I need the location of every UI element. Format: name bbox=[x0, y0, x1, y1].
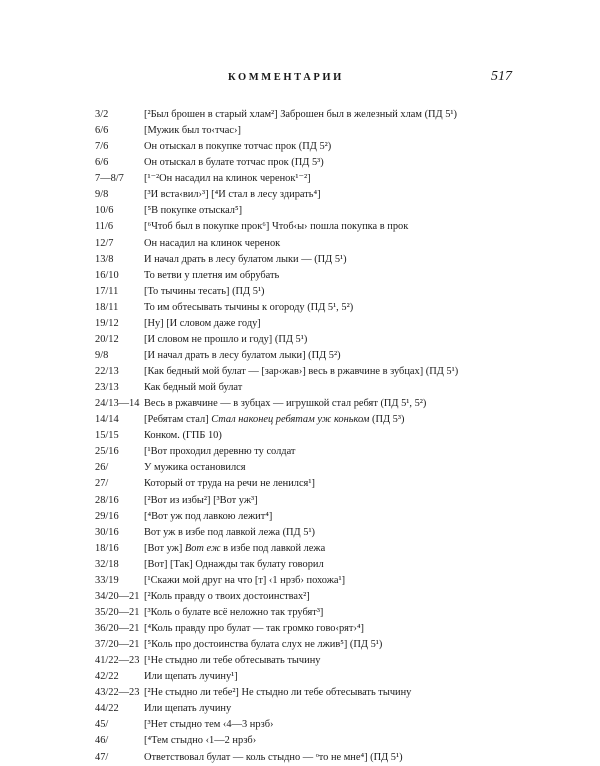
variant-text bbox=[144, 348, 525, 364]
text-segment: [³Нет стыдно тем ‹4—3 нрзб› bbox=[144, 719, 274, 731]
text-segment: [⁴Вот уж под лавкою лежит⁴] bbox=[144, 510, 273, 522]
line-reference: 35/20—21 bbox=[95, 606, 140, 618]
line-reference: 13/8 bbox=[95, 253, 114, 265]
commentary-entry bbox=[95, 621, 525, 637]
commentary-entry bbox=[95, 396, 525, 412]
text-segment: Или щепать лучину¹] bbox=[144, 671, 238, 683]
line-reference: 11/6 bbox=[95, 221, 114, 233]
variant-text bbox=[144, 717, 525, 733]
variant-text bbox=[144, 653, 525, 669]
line-reference: 12/7 bbox=[95, 237, 114, 249]
commentary-entry bbox=[95, 509, 525, 525]
text-segment: [⁵В покупке отыскал⁵] bbox=[144, 205, 243, 217]
commentary-entry bbox=[95, 268, 525, 284]
commentary-entry bbox=[95, 605, 525, 621]
commentary-entry bbox=[95, 348, 525, 364]
text-segment: Он насадил на клинок черенок bbox=[144, 237, 281, 249]
text-segment: Или щепать лучину bbox=[144, 703, 232, 715]
variant-text bbox=[144, 316, 525, 332]
text-segment: [³Коль о булате всё неложно так трубят³] bbox=[144, 606, 324, 618]
text-segment: [¹Скажи мой друг на что [т] ‹1 нрзб› похожа¹] bbox=[144, 574, 346, 586]
commentary-entry bbox=[95, 428, 525, 444]
commentary-entry bbox=[95, 284, 525, 300]
line-reference: 22/13 bbox=[95, 366, 119, 377]
text-segment: [⁶Чтоб был в покупке прок⁶] Чтоб‹ы› пошла покупка в прок bbox=[144, 221, 409, 233]
commentary-entry bbox=[95, 252, 525, 268]
variant-text bbox=[144, 444, 525, 460]
variant-text bbox=[144, 541, 525, 557]
commentary-entries bbox=[95, 107, 525, 766]
commentary-entry bbox=[95, 364, 525, 380]
line-reference: 9/8 bbox=[95, 189, 109, 201]
variant-text bbox=[144, 509, 525, 525]
commentary-entry bbox=[95, 412, 525, 428]
text-segment: Весь в ржавчине — в зубцах — игрушкой стал ребят (ПД 5¹, 5²) bbox=[144, 398, 427, 410]
variant-text bbox=[144, 685, 525, 701]
line-reference: 25/16 bbox=[95, 446, 119, 458]
line-reference: 17/11 bbox=[95, 285, 119, 297]
line-reference: 19/12 bbox=[95, 317, 119, 329]
variant-text bbox=[144, 300, 525, 316]
text-segment: в избе под лавкой лежа bbox=[220, 542, 326, 554]
variant-text bbox=[144, 637, 525, 653]
variant-text bbox=[144, 364, 525, 380]
line-reference: 15/15 bbox=[95, 430, 119, 442]
line-reference: 7—8/7 bbox=[95, 173, 124, 185]
line-reference: 36/20—21 bbox=[95, 623, 140, 634]
variant-text bbox=[144, 557, 525, 573]
commentary-entry bbox=[95, 380, 525, 396]
text-segment: [Вот] [Так] Однажды так булату говорил bbox=[144, 558, 324, 570]
line-reference: 30/16 bbox=[95, 526, 119, 538]
line-reference: 6/6 bbox=[95, 125, 109, 137]
variant-text bbox=[144, 750, 525, 766]
line-reference: 42/22 bbox=[95, 671, 119, 683]
text-segment: Вот уж в избе под лавкой лежа (ПД 5¹) bbox=[144, 526, 316, 538]
line-reference: 20/12 bbox=[95, 333, 119, 345]
line-reference: 37/20—21 bbox=[95, 639, 140, 651]
variant-text bbox=[144, 380, 525, 396]
commentary-entry bbox=[95, 187, 525, 203]
commentary-entry bbox=[95, 203, 525, 219]
commentary-entry bbox=[95, 171, 525, 187]
line-reference: 10/6 bbox=[95, 205, 114, 217]
commentary-entry bbox=[95, 123, 525, 139]
line-reference: 26/ bbox=[95, 462, 109, 474]
variant-text bbox=[144, 236, 525, 252]
commentary-entry bbox=[95, 637, 525, 653]
variant-text bbox=[144, 460, 525, 476]
line-reference: 47/ bbox=[95, 751, 109, 763]
line-reference: 7/6 bbox=[95, 141, 109, 153]
page-number: 517 bbox=[491, 69, 512, 84]
variant-text bbox=[144, 203, 525, 219]
variant-text bbox=[144, 332, 525, 348]
variant-text bbox=[144, 701, 525, 717]
variant-text bbox=[144, 107, 525, 123]
line-reference: 32/18 bbox=[95, 558, 119, 570]
line-reference: 24/13—14 bbox=[95, 398, 140, 410]
line-reference: 6/6 bbox=[95, 157, 109, 169]
variant-text bbox=[144, 155, 525, 171]
line-reference: 18/11 bbox=[95, 301, 119, 313]
text-segment: [То тычины тесать] (ПД 5¹) bbox=[144, 285, 265, 297]
variant-text bbox=[144, 219, 525, 235]
variant-text bbox=[144, 669, 525, 685]
variant-text bbox=[144, 396, 525, 412]
variant-text bbox=[144, 476, 525, 492]
variant-text bbox=[144, 493, 525, 509]
text-segment: [И словом не прошло и году] (ПД 5¹) bbox=[144, 333, 308, 345]
variant-text bbox=[144, 123, 525, 139]
commentary-entry bbox=[95, 139, 525, 155]
variant-text bbox=[144, 621, 525, 637]
text-segment: Который от труда на речи не ленился¹] bbox=[144, 478, 315, 490]
text-segment: У мужика остановился bbox=[144, 462, 246, 474]
commentary-entry bbox=[95, 300, 525, 316]
italic-text-segment: Стал наконец ребятам уж коньком bbox=[211, 414, 370, 426]
commentary-entry bbox=[95, 589, 525, 605]
line-reference: 3/2 bbox=[95, 109, 109, 120]
commentary-entry bbox=[95, 236, 525, 252]
text-segment: То им обтесывать тычины к огороду (ПД 5¹, 5²) bbox=[144, 301, 354, 313]
commentary-entry bbox=[95, 155, 525, 171]
text-segment: Ответствовал булат — коль стыдно — ᵒто не мне⁴] (ПД 5¹) bbox=[144, 751, 403, 763]
text-segment: [³И вста‹вил›³] [⁴И стал в лесу здирать⁴] bbox=[144, 189, 321, 201]
line-reference: 46/ bbox=[95, 735, 109, 747]
running-header-title: КОММЕНТАРИИ bbox=[228, 72, 344, 83]
line-reference: 28/16 bbox=[95, 494, 119, 506]
text-segment: [⁴Коль правду про булат — так громко гово‹рят›⁴] bbox=[144, 623, 365, 634]
variant-text bbox=[144, 428, 525, 444]
variant-text bbox=[144, 268, 525, 284]
commentary-entry bbox=[95, 750, 525, 766]
line-reference: 33/19 bbox=[95, 574, 119, 586]
commentary-entry bbox=[95, 541, 525, 557]
line-reference: 23/13 bbox=[95, 382, 119, 394]
line-reference: 43/22—23 bbox=[95, 687, 140, 699]
text-segment: [И начал драть в лесу булатом лыки] (ПД 5²) bbox=[144, 349, 341, 361]
commentary-entry bbox=[95, 685, 525, 701]
commentary-entry bbox=[95, 332, 525, 348]
commentary-entry bbox=[95, 460, 525, 476]
text-segment: Он отыскал в покупке тотчас прок (ПД 5²) bbox=[144, 141, 332, 153]
commentary-entry bbox=[95, 557, 525, 573]
text-segment: [Мужик был то‹тчас›] bbox=[144, 125, 241, 137]
variant-text bbox=[144, 589, 525, 605]
text-segment: [²Коль правду о твоих достоинствах²] bbox=[144, 590, 310, 602]
line-reference: 16/10 bbox=[95, 269, 119, 281]
text-segment: Он отыскал в булате тотчас прок (ПД 5³) bbox=[144, 157, 324, 169]
text-segment: Как бедный мой булат bbox=[144, 382, 243, 394]
line-reference: 45/ bbox=[95, 719, 109, 731]
text-segment: Конком. (ГПБ 10) bbox=[144, 430, 222, 442]
text-segment: [²Не стыдно ли тебе²] Не стыдно ли тебе обтесывать тычину bbox=[144, 687, 412, 699]
text-segment: (ПД 5³) bbox=[369, 414, 405, 426]
commentary-entry bbox=[95, 653, 525, 669]
variant-text bbox=[144, 187, 525, 203]
line-reference: 44/22 bbox=[95, 703, 119, 715]
variant-text bbox=[144, 284, 525, 300]
variant-text bbox=[144, 139, 525, 155]
commentary-entry bbox=[95, 717, 525, 733]
commentary-entry bbox=[95, 493, 525, 509]
running-header bbox=[60, 69, 512, 88]
commentary-entry bbox=[95, 669, 525, 685]
text-segment: [⁵Коль про достоинства булата слух не лжив⁵] (ПД 5¹) bbox=[144, 639, 383, 651]
commentary-entry bbox=[95, 444, 525, 460]
line-reference: 27/ bbox=[95, 478, 109, 490]
text-segment: [¹⁻²Он насадил на клинок черенок¹⁻²] bbox=[144, 173, 311, 185]
text-segment: [Ну] [И словом даже году] bbox=[144, 317, 261, 329]
text-segment: [¹Не стыдно ли тебе обтесывать тычину bbox=[144, 655, 321, 667]
text-segment: [¹Вот проходил деревню ту солдат bbox=[144, 446, 296, 458]
variant-text bbox=[144, 605, 525, 621]
commentary-entry bbox=[95, 573, 525, 589]
variant-text bbox=[144, 525, 525, 541]
commentary-entry bbox=[95, 476, 525, 492]
variant-text bbox=[144, 573, 525, 589]
text-segment: [Ребятам стал] bbox=[144, 414, 212, 426]
text-segment: То ветви у плетня им обрубать bbox=[144, 269, 280, 281]
line-reference: 18/16 bbox=[95, 542, 119, 554]
text-segment: [²Был брошен в старый хлам²] Заброшен был в железный хлам (ПД 5¹) bbox=[144, 109, 458, 120]
variant-text bbox=[144, 733, 525, 749]
line-reference: 14/14 bbox=[95, 414, 119, 426]
line-reference: 9/8 bbox=[95, 349, 109, 361]
commentary-entry bbox=[95, 316, 525, 332]
italic-text-segment: Вот еж bbox=[184, 542, 221, 554]
line-reference: 29/16 bbox=[95, 510, 119, 522]
text-segment: [²Вот из избы²] [³Вот уж³] bbox=[144, 494, 258, 506]
text-segment: [⁴Тем стыдно ‹1—2 нрзб› bbox=[144, 735, 257, 747]
commentary-entry bbox=[95, 525, 525, 541]
line-reference: 34/20—21 bbox=[95, 590, 140, 602]
commentary-entry bbox=[95, 701, 525, 717]
text-segment: [Вот уж] bbox=[144, 542, 185, 554]
text-segment: И начал драть в лесу булатом лыки — (ПД 5¹) bbox=[144, 253, 347, 265]
variant-text bbox=[144, 412, 525, 428]
variant-text bbox=[144, 171, 525, 187]
text-segment: [Как бедный мой булат — [зар‹жав›] весь в ржавчине в зубцах] (ПД 5¹) bbox=[144, 366, 459, 377]
commentary-entry bbox=[95, 219, 525, 235]
variant-text bbox=[144, 252, 525, 268]
commentary-entry bbox=[95, 107, 525, 123]
line-reference: 41/22—23 bbox=[95, 655, 140, 667]
commentary-entry bbox=[95, 733, 525, 749]
